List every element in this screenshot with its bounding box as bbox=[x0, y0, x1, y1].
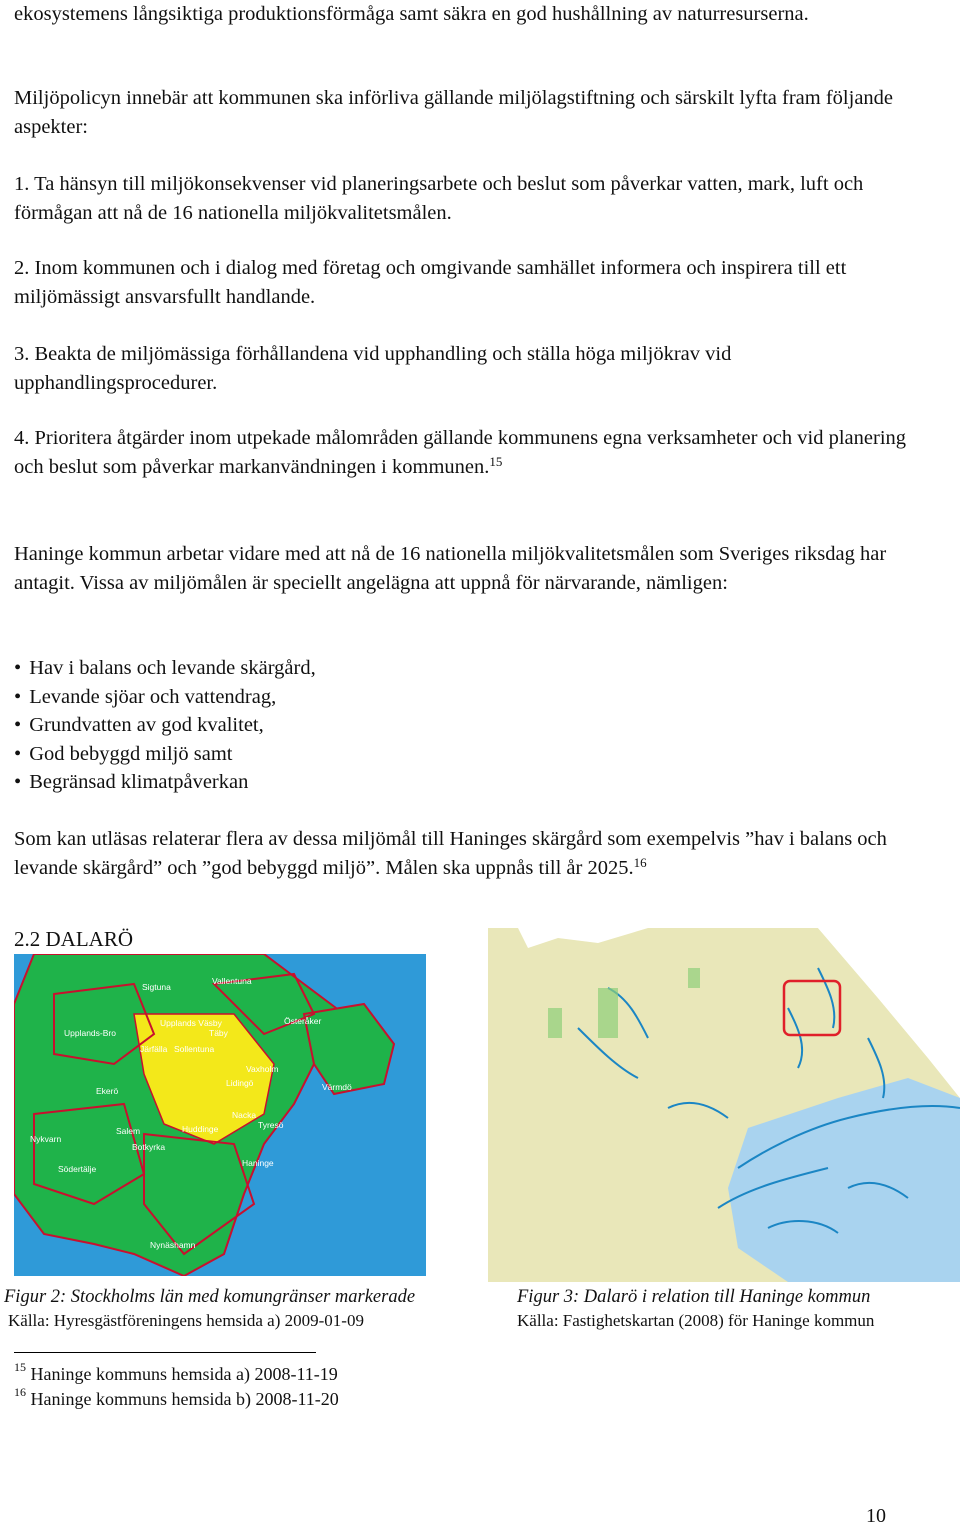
paragraph-archipelago-text: Som kan utläsas relaterar flera av dessa miljömål till Haninges skärgård som exempelvis ”hav i balans och levande skärgård” och ”god bebyggd miljö”. Målen ska uppnås till år 2025. bbox=[14, 828, 887, 879]
map-label: Nykvarn bbox=[30, 1134, 62, 1144]
map-label: Upplands Väsby bbox=[160, 1018, 222, 1028]
goals-list bbox=[14, 654, 316, 797]
footnote-number: 16 bbox=[14, 1385, 26, 1399]
map-label: Nynäshamn bbox=[150, 1240, 196, 1250]
map-label: Botkyrka bbox=[132, 1142, 166, 1152]
list-item: • Levande sjöar och vattendrag, bbox=[14, 683, 316, 712]
figure2-caption: Figur 2: Stockholms län med komungränser markerade bbox=[4, 1287, 416, 1307]
map-label: Vallentuna bbox=[212, 976, 252, 986]
map-label: Österåker bbox=[284, 1016, 322, 1026]
footnote-ref-15: 15 bbox=[489, 454, 503, 469]
paragraph-goals-intro: Haninge kommun arbetar vidare med att nå de 16 nationella miljökvalitetsmålen som Sveriges riksdag har antagit. Vissa av miljömålen är speciellt angelägna att uppnå för närvarande, nämligen: bbox=[14, 543, 887, 594]
policy-item-1: 1. Ta hänsyn till miljökonsekvenser vid planeringsarbete och beslut som påverkar vatten, mark, luft och förmågan att nå de 16 nationella miljökvalitetsmålen. bbox=[14, 173, 864, 224]
footnote-number: 15 bbox=[14, 1360, 26, 1374]
policy-item-3: 3. Beakta de miljömässiga förhållandena vid upphandling och ställa höga miljökrav vid upphandlingsprocedurer. bbox=[14, 343, 732, 394]
footnote-text: Haninge kommuns hemsida a) 2008-11-19 bbox=[30, 1364, 338, 1384]
policy-item-2: 2. Inom kommunen och i dialog med företag och omgivande samhället informera och inspirera till ett miljömässigt ansvarsfullt handlande. bbox=[14, 257, 847, 308]
footnote-ref-16: 16 bbox=[633, 855, 647, 870]
map-label: Upplands-Bro bbox=[64, 1028, 116, 1038]
map-label: Vaxholm bbox=[246, 1064, 279, 1074]
policy-item-4 bbox=[14, 424, 934, 482]
list-item: • Begränsad klimatpåverkan bbox=[14, 768, 316, 797]
figure3-caption: Figur 3: Dalarö i relation till Haninge kommun bbox=[517, 1287, 871, 1307]
figure3-source: Källa: Fastighetskartan (2008) för Haninge kommun bbox=[517, 1311, 875, 1330]
footnote-16 bbox=[14, 1385, 339, 1410]
list-item: • Hav i balans och levande skärgård, bbox=[14, 654, 316, 683]
paragraph-intro: ekosystemens långsiktiga produktionsförmåga samt säkra en god hushållning av naturresurserna. bbox=[14, 3, 809, 25]
map-label: Tyresö bbox=[258, 1120, 284, 1130]
map-label: Ekerö bbox=[96, 1086, 119, 1096]
map-label: Haninge bbox=[242, 1158, 274, 1168]
dalaro-map bbox=[488, 928, 960, 1282]
figure2-source: Källa: Hyresgästföreningens hemsida a) 2009-01-09 bbox=[8, 1311, 364, 1330]
map-label: Sigtuna bbox=[142, 982, 171, 992]
policy-item-4-text: 4. Prioritera åtgärder inom utpekade målområden gällande kommunens egna verksamheter och vid planering och beslut som påverkar markanvändningen i kommunen. bbox=[14, 427, 907, 478]
map-label: Nacka bbox=[232, 1110, 257, 1120]
map-label: Järfälla bbox=[140, 1044, 168, 1054]
map-label: Värmdö bbox=[322, 1082, 352, 1092]
map-label: Huddinge bbox=[182, 1124, 219, 1134]
paragraph-archipelago bbox=[14, 825, 934, 883]
list-item: • God bebyggd miljö samt bbox=[14, 740, 316, 769]
section-heading: 2.2 DALARÖ bbox=[14, 927, 133, 951]
paragraph-policy: Miljöpolicyn innebär att kommunen ska införliva gällande miljölagstiftning och särskilt lyfta fram följande aspekter: bbox=[14, 87, 894, 138]
map-label: Sollentuna bbox=[174, 1044, 215, 1054]
list-item: • Grundvatten av god kvalitet, bbox=[14, 711, 316, 740]
map-label: Lidingö bbox=[226, 1078, 254, 1088]
page-number: 10 bbox=[866, 1505, 886, 1527]
map-label: Södertälje bbox=[58, 1164, 97, 1174]
footnote-15 bbox=[14, 1360, 338, 1385]
stockholm-county-map bbox=[14, 954, 426, 1276]
map-label: Salem bbox=[116, 1126, 141, 1136]
footnote-text: Haninge kommuns hemsida b) 2008-11-20 bbox=[30, 1389, 339, 1409]
map-label: Täby bbox=[209, 1028, 228, 1038]
footnote-divider bbox=[14, 1352, 316, 1353]
